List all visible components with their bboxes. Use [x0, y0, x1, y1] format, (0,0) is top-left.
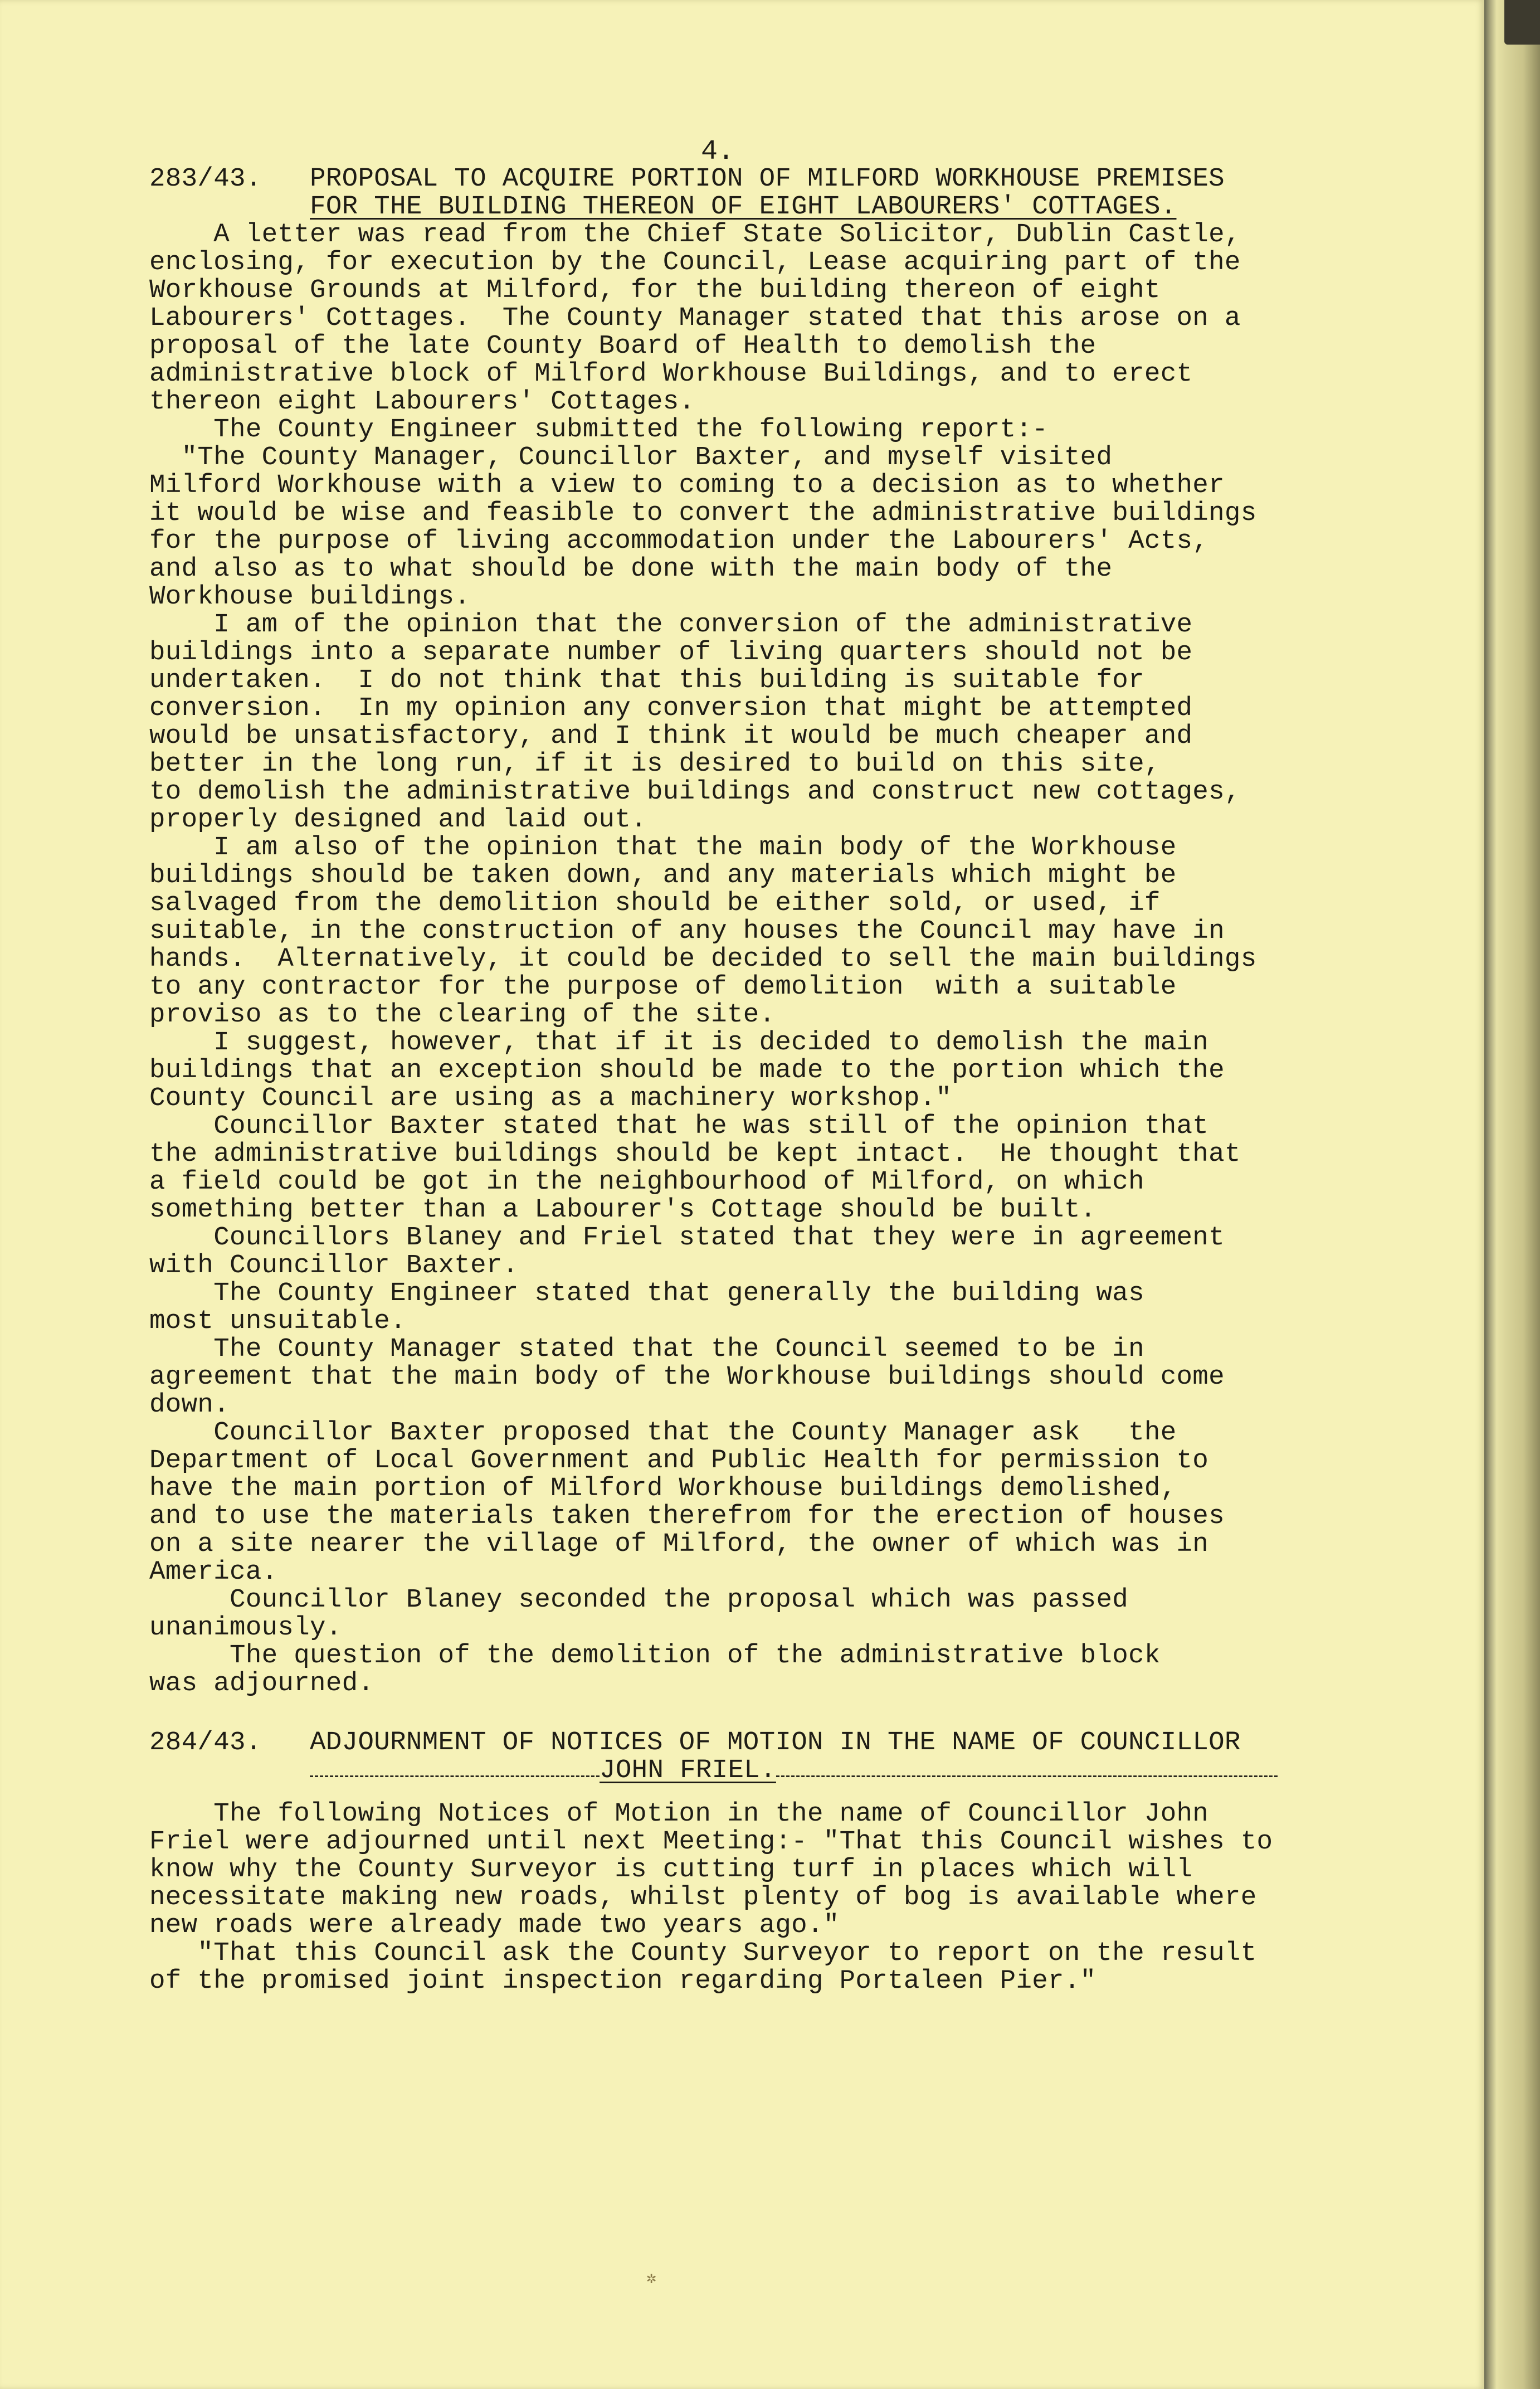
item-body: [149, 221, 1375, 1697]
body-line: administrative block of Milford Workhouse Buildings, and to erect: [149, 359, 1193, 389]
body-line: Councillors Blaney and Friel stated that they were in agreement: [149, 1223, 1225, 1253]
body-line: The County Engineer stated that generally the building was: [149, 1278, 1144, 1308]
body-line: for the purpose of living accommodation under the Labourers' Acts,: [149, 526, 1209, 556]
body-line: thereon eight Labourers' Cottages.: [149, 387, 695, 417]
body-line: The County Engineer submitted the following report:-: [149, 415, 1049, 445]
minute-item-283: [149, 134, 1375, 1697]
body-line: buildings should be taken down, and any materials which might be: [149, 860, 1177, 891]
minute-item-284: [149, 1729, 1375, 1995]
body-line: a field could be got in the neighbourhood of Milford, on which: [149, 1167, 1144, 1197]
body-line: it would be wise and feasible to convert the administrative buildings: [149, 498, 1257, 528]
body-line: agreement that the main body of the Workhouse buildings should come: [149, 1362, 1225, 1392]
body-line: hands. Alternatively, it could be decided to sell the main buildings: [149, 944, 1257, 974]
body-line: the administrative buildings should be kept intact. He thought that: [149, 1139, 1241, 1169]
binding-tab: [1504, 0, 1540, 45]
body-line: and to use the materials taken therefrom for the erection of houses: [149, 1501, 1225, 1531]
item-title-line2: JOHN FRIEL.: [600, 1755, 776, 1785]
body-line: down.: [149, 1390, 230, 1420]
body-line: Milford Workhouse with a view to coming to a decision as to whether: [149, 470, 1225, 500]
body-line: Workhouse Grounds at Milford, for the building thereon of eight: [149, 275, 1161, 305]
body-line: The following Notices of Motion in the name of Councillor John: [149, 1799, 1209, 1829]
item-title-line1: PROPOSAL TO ACQUIRE PORTION OF MILFORD WORKHOUSE PREMISES: [310, 164, 1225, 194]
body-line: The County Manager stated that the Council seemed to be in: [149, 1334, 1144, 1364]
body-line: I suggest, however, that if it is decided to demolish the main: [149, 1028, 1209, 1058]
body-line: to any contractor for the purpose of demolition with a suitable: [149, 972, 1177, 1002]
body-line: Councillor Blaney seconded the proposal which was passed: [149, 1585, 1129, 1615]
body-line: necessitate making new roads, whilst plenty of bog is available where: [149, 1882, 1257, 1913]
body-line: enclosing, for execution by the Council, Lease acquiring part of the: [149, 247, 1241, 278]
body-line: proviso as to the clearing of the site.: [149, 1000, 776, 1030]
item-title-line1: ADJOURNMENT OF NOTICES OF MOTION IN THE NAME OF COUNCILLOR: [310, 1728, 1241, 1758]
body-line: suitable, in the construction of any houses the Council may have in: [149, 916, 1225, 946]
item-title-line2: FOR THE BUILDING THEREON OF EIGHT LABOURERS' COTTAGES.: [310, 192, 1177, 222]
item-heading: [149, 165, 1375, 193]
body-line: "The County Manager, Councillor Baxter, and myself visited: [149, 442, 1113, 473]
body-line: Workhouse buildings.: [149, 582, 471, 612]
body-line: I am of the opinion that the conversion of the administrative: [149, 610, 1193, 640]
body-line: would be unsatisfactory, and I think it would be much cheaper and: [149, 721, 1193, 751]
item-number: 283/43.: [149, 164, 262, 194]
body-line: properly designed and laid out.: [149, 805, 647, 835]
body-line: Friel were adjourned until next Meeting:- "That this Council wishes to: [149, 1827, 1273, 1857]
body-line: most unsuitable.: [149, 1306, 406, 1336]
body-line: to demolish the administrative buildings and construct new cottages,: [149, 777, 1241, 807]
body-line: of the promised joint inspection regarding Portaleen Pier.": [149, 1966, 1096, 1996]
body-line: was adjourned.: [149, 1668, 374, 1699]
body-line: proposal of the late County Board of Health to demolish the: [149, 331, 1096, 361]
body-line: I am also of the opinion that the main body of the Workhouse: [149, 833, 1177, 863]
body-line: salvaged from the demolition should be either sold, or used, if: [149, 888, 1161, 918]
item-body: [149, 1800, 1375, 1995]
body-line: America.: [149, 1557, 278, 1587]
body-line: with Councillor Baxter.: [149, 1251, 519, 1281]
body-line: better in the long run, if it is desired to build on this site,: [149, 749, 1161, 779]
body-line: new roads were already made two years ago.": [149, 1910, 840, 1940]
page-number: 4.: [701, 136, 735, 168]
body-line: undertaken. I do not think that this building is suitable for: [149, 665, 1144, 695]
body-line: on a site nearer the village of Milford, the owner of which was in: [149, 1529, 1209, 1559]
paper-mark: ✲: [646, 2270, 657, 2289]
body-line: The question of the demolition of the administrative block: [149, 1641, 1161, 1671]
body-line: Department of Local Government and Public Health for permission to: [149, 1446, 1209, 1476]
item-heading-cont: [149, 193, 1375, 221]
body-line: and also as to what should be done with the main body of the: [149, 554, 1113, 584]
body-line: A letter was read from the Chief State Solicitor, Dublin Castle,: [149, 220, 1241, 250]
item-heading-cont: [149, 1757, 1375, 1784]
body-line: Councillor Baxter stated that he was still of the opinion that: [149, 1111, 1209, 1141]
body-line: unanimously.: [149, 1613, 342, 1643]
body-line: Councillor Baxter proposed that the County Manager ask the: [149, 1418, 1177, 1448]
body-line: have the main portion of Milford Workhouse buildings demolished,: [149, 1473, 1177, 1504]
body-line: buildings that an exception should be made to the portion which the: [149, 1055, 1225, 1086]
body-line: County Council are using as a machinery workshop.": [149, 1083, 952, 1113]
body-line: something better than a Labourer's Cottage should be built.: [149, 1195, 1096, 1225]
item-heading: [149, 1729, 1375, 1757]
body-line: "That this Council ask the County Surveyor to report on the result: [149, 1938, 1257, 1968]
binding-edge: [1484, 0, 1540, 2389]
body-line: know why the County Surveyor is cutting turf in places which will: [149, 1855, 1193, 1885]
body-line: Labourers' Cottages. The County Manager stated that this arose on a: [149, 303, 1241, 333]
minutes-page: [149, 134, 1375, 1995]
body-line: buildings into a separate number of living quarters should not be: [149, 638, 1193, 668]
item-number: 284/43.: [149, 1728, 262, 1758]
body-line: conversion. In my opinion any conversion that might be attempted: [149, 693, 1193, 723]
